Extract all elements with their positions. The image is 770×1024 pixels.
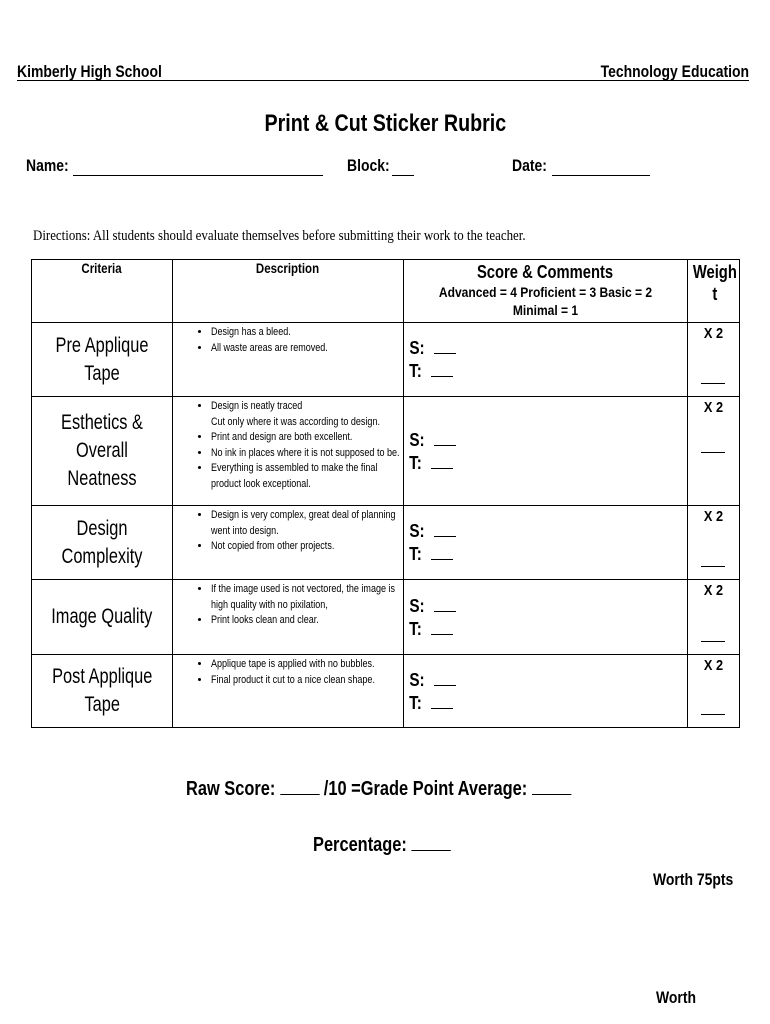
weight-cell: [688, 655, 740, 728]
description-cell: [173, 506, 404, 580]
weight-cell: [688, 580, 740, 655]
school-name: Kimberly High School: [17, 62, 162, 81]
weight-total-field[interactable]: [701, 641, 725, 642]
weight-multiplier: X 2: [703, 325, 724, 342]
criteria-cell: [32, 323, 173, 397]
student-score-field[interactable]: [434, 445, 456, 446]
table-row: [32, 655, 740, 728]
description-item: [211, 415, 403, 431]
weight-header: [688, 260, 740, 323]
criteria-header: [32, 260, 173, 323]
student-score: [408, 596, 456, 617]
description-item-text: product look exceptional.: [211, 477, 311, 490]
teacher-score: [408, 693, 453, 714]
description-cell: [173, 397, 404, 506]
rubric-rows: [32, 323, 740, 728]
table-row: [32, 580, 740, 655]
description-list: [173, 657, 403, 688]
description-item-text: All waste areas are removed.: [211, 341, 328, 354]
description-item-text: Design is neatly traced: [211, 400, 303, 412]
score-header-text: Score & Comments: [477, 262, 614, 282]
department-text: Technology Education: [600, 62, 749, 81]
criteria-text: Post Applique Tape: [51, 665, 153, 716]
gpa-field[interactable]: [532, 776, 571, 795]
teacher-score-field[interactable]: [431, 468, 453, 469]
name-field[interactable]: [73, 175, 323, 176]
description-item: [211, 539, 403, 555]
weight-cell: [688, 506, 740, 580]
description-item: [211, 582, 403, 598]
worth-75-label: Worth 75pts: [653, 870, 734, 889]
score-scale-text: Advanced = 4 Proficient = 3 Basic = 2 Minimal = 1: [438, 284, 653, 318]
description-item: [211, 430, 403, 446]
teacher-score: [408, 361, 453, 382]
student-score: [408, 338, 456, 359]
student-score: [408, 670, 456, 691]
block-field[interactable]: [392, 175, 414, 176]
weight-cell: [688, 323, 740, 397]
rubric-table: [31, 259, 740, 728]
description-list: [173, 582, 403, 629]
student-score-field[interactable]: [434, 611, 456, 612]
student-score-label: S:: [409, 521, 425, 541]
student-score-label: S:: [409, 429, 425, 450]
description-item: [211, 598, 403, 614]
weight-multiplier: X 2: [703, 399, 724, 416]
description-item-text: high quality with no pixilation,: [211, 598, 328, 611]
table-row: [32, 506, 740, 580]
description-item: [211, 399, 403, 415]
table-header-row: [32, 260, 740, 323]
weight-cell: [688, 397, 740, 506]
weight-total-field[interactable]: [701, 452, 725, 453]
header-divider: [17, 80, 749, 81]
criteria-text: Pre Applique Tape: [55, 333, 149, 385]
description-item-text: Print and design are both excellent.: [211, 431, 353, 443]
description-header-text: Description: [256, 260, 320, 276]
teacher-score: [408, 544, 453, 565]
description-item-text: Everything is assembled to make the final: [211, 462, 378, 474]
description-item: [211, 657, 403, 673]
table-row: [32, 397, 740, 506]
student-score-field[interactable]: [434, 536, 456, 537]
teacher-score-field[interactable]: [431, 634, 453, 635]
weight-header-text: Weigh t: [692, 262, 737, 304]
teacher-score-label: T:: [409, 692, 422, 713]
teacher-score-field[interactable]: [431, 376, 453, 377]
teacher-score-label: T:: [409, 452, 422, 473]
score-cell: [404, 655, 688, 728]
table-row: [32, 323, 740, 397]
percentage-line: [313, 832, 481, 857]
criteria-text: Design Complexity: [61, 516, 143, 568]
description-item: [211, 673, 403, 689]
raw-score-label: Raw Score:: [186, 778, 276, 800]
description-item-text: Design is very complex, great deal of planning: [211, 509, 396, 521]
title-text: Print & Cut Sticker Rubric: [264, 110, 506, 137]
criteria-text: Image Quality: [51, 605, 153, 628]
description-cell: [173, 655, 404, 728]
score-cell: [404, 323, 688, 397]
criteria-header-text: Criteria: [81, 260, 123, 276]
score-cell: [404, 506, 688, 580]
weight-multiplier: X 2: [703, 657, 724, 674]
weight-multiplier: X 2: [703, 508, 724, 525]
description-item: [211, 461, 403, 477]
description-item-text: went into design.: [211, 524, 279, 537]
description-cell: [173, 323, 404, 397]
description-item: [211, 613, 403, 629]
page-title: [0, 110, 770, 138]
description-item-text: Cut only where it was according to design.: [211, 415, 380, 428]
block-label: Block:: [347, 156, 390, 175]
description-item-text: If the image used is not vectored, the image is: [211, 583, 396, 595]
name-label: Name:: [26, 156, 69, 175]
description-list: [173, 508, 403, 555]
criteria-cell: [32, 397, 173, 506]
student-score-label: S:: [409, 669, 425, 690]
directions-content: Directions: All students should evaluate themselves before submitting their work to the teacher.: [33, 228, 526, 244]
description-item-text: Final product it cut to a nice clean shape.: [211, 673, 375, 686]
raw-score-max: /10 =Grade Point Average:: [323, 778, 528, 800]
description-list: [173, 399, 403, 492]
student-score: [408, 521, 456, 542]
description-list: [173, 325, 403, 356]
weight-total-field[interactable]: [701, 383, 725, 384]
weight-total-field[interactable]: [701, 566, 725, 567]
weight-total-field[interactable]: [701, 714, 725, 715]
description-item-text: Applique tape is applied with no bubbles.: [211, 658, 375, 670]
teacher-score-label: T:: [409, 544, 422, 564]
teacher-score-field[interactable]: [431, 708, 453, 709]
criteria-cell: [32, 506, 173, 580]
teacher-score-label: T:: [409, 361, 422, 381]
date-label: Date:: [512, 156, 547, 175]
department-name: [568, 62, 749, 82]
weight-multiplier: X 2: [703, 582, 724, 599]
description-item: [211, 508, 403, 524]
percentage-label: Percentage:: [313, 834, 407, 856]
criteria-text: Esthetics & Overall Neatness: [61, 411, 143, 490]
student-score-field[interactable]: [434, 353, 456, 354]
score-cell: [404, 580, 688, 655]
description-item: [211, 446, 403, 462]
date-field[interactable]: [552, 175, 650, 176]
description-item-text: Design has a bleed.: [211, 326, 291, 338]
student-score: [408, 430, 456, 451]
criteria-cell: [32, 655, 173, 728]
criteria-cell: [32, 580, 173, 655]
description-item: [211, 524, 403, 540]
worth-bottom-label: Worth: [656, 988, 697, 1007]
description-item: [211, 325, 403, 341]
description-item-text: Not copied from other projects.: [211, 540, 335, 552]
student-score-field[interactable]: [434, 685, 456, 686]
teacher-score: [408, 619, 453, 640]
teacher-score: [408, 453, 453, 474]
description-item-text: No ink in places where it is not supposed to be.: [211, 446, 400, 459]
student-score-label: S:: [409, 338, 425, 358]
teacher-score-field[interactable]: [431, 559, 453, 560]
description-item: [211, 477, 403, 493]
score-header: [404, 260, 688, 323]
raw-score-field[interactable]: [280, 776, 319, 795]
description-item: [211, 341, 403, 357]
raw-score-line: [186, 776, 656, 801]
score-cell: [404, 397, 688, 506]
percentage-field[interactable]: [411, 832, 450, 851]
description-item-text: Print looks clean and clear.: [211, 614, 319, 626]
directions-text: [33, 228, 606, 245]
description-header: [173, 260, 404, 323]
description-cell: [173, 580, 404, 655]
teacher-score-label: T:: [409, 618, 422, 639]
student-score-label: S:: [409, 595, 425, 616]
